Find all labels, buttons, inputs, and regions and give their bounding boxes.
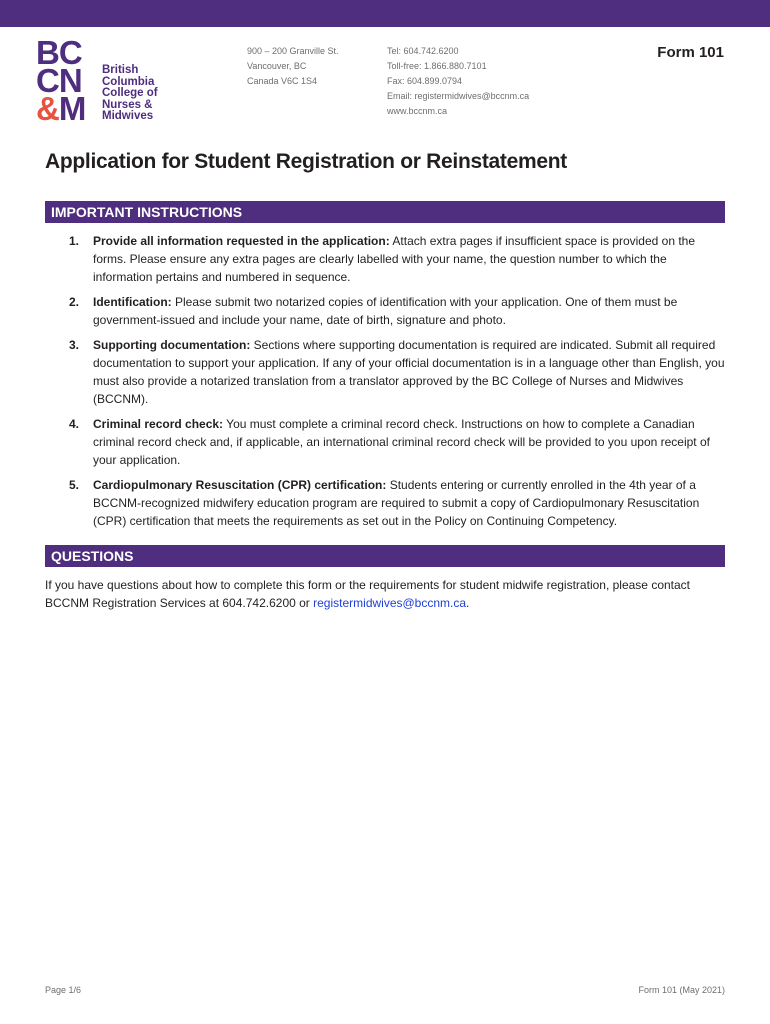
item-text: Please submit two notarized copies of identification with your application. One of them must be government-issued and include your name, date of birth, signature and photo.	[93, 295, 678, 327]
page-number: Page 1/6	[45, 985, 82, 995]
address-line: 900 – 200 Granville St.	[247, 46, 339, 56]
item-text: You must complete a criminal record check. Instructions on how to complete a Canadian criminal record check and, if applicable, an international criminal record check will be provided to you upon receipt of your application.	[93, 417, 710, 467]
questions-end: .	[466, 596, 470, 610]
logo-line: Midwives	[102, 110, 154, 122]
page-title: Application for Student Registration or Reinstatement	[45, 150, 567, 173]
logo-line: Nurses &	[102, 98, 153, 111]
logo-letters-bc: BC	[36, 34, 82, 71]
questions-heading: QUESTIONS	[45, 545, 725, 567]
logo-line: Columbia	[102, 75, 155, 88]
questions-body: If you have questions about how to complete this form or the requirements for student midwife registration, please contact BCCNM Registration Services at 604.742.6200 or	[45, 578, 691, 610]
toll-free: Toll-free: 1.866.880.7101	[387, 61, 487, 71]
list-item	[45, 415, 725, 469]
item-number: 2.	[69, 295, 80, 309]
form-number: Form 101	[657, 44, 724, 61]
list-item	[45, 232, 725, 286]
questions-text	[45, 576, 725, 612]
contact-info	[387, 44, 529, 119]
address-line: Canada V6C 1S4	[247, 76, 318, 86]
instructions-heading: IMPORTANT INSTRUCTIONS	[45, 201, 725, 223]
item-number: 4.	[69, 417, 80, 431]
item-lead: Identification:	[93, 295, 172, 309]
email[interactable]: Email: registermidwives@bccnm.ca	[387, 91, 530, 101]
item-lead: Provide all information requested in the application:	[93, 234, 390, 248]
list-item	[45, 336, 725, 408]
mailing-address	[247, 44, 339, 89]
email-link[interactable]: registermidwives@bccnm.ca	[313, 596, 467, 610]
item-number: 3.	[69, 338, 80, 352]
logo-letters-am: &M	[36, 90, 86, 127]
item-lead: Cardiopulmonary Resuscitation (CPR) certification:	[93, 478, 387, 492]
item-lead: Criminal record check:	[93, 417, 224, 431]
bccnm-logo	[36, 34, 166, 128]
logo-text	[102, 65, 158, 123]
item-text: Students entering or currently enrolled in the 4th year of a BCCNM-recognized midwifery education program are required to submit a copy of Cardiopulmonary Resuscitation (CPR) certification that meets the requirements as set out in the Policy on Continuing Competency.	[93, 478, 700, 528]
address-line: Vancouver, BC	[247, 61, 307, 71]
logo-line: British	[102, 64, 139, 76]
fax: Fax: 604.899.0794	[387, 76, 463, 86]
item-number: 1.	[69, 234, 80, 248]
list-item	[45, 476, 725, 530]
instructions-list	[45, 232, 725, 537]
logo-letters-cn: CN	[36, 62, 82, 99]
logo-line: College of	[102, 87, 158, 99]
list-item	[45, 293, 725, 329]
website-link[interactable]: www.bccnm.ca	[387, 106, 448, 116]
item-lead: Supporting documentation:	[93, 338, 251, 352]
phone: Tel: 604.742.6200	[387, 46, 459, 56]
top-banner	[0, 0, 770, 27]
form-version: Form 101 (May 2021)	[638, 985, 725, 995]
item-text: Attach extra pages if insufficient space is provided on the forms. Please ensure any extra pages are clearly labelled with your name, the question number to which the information pertains and numbered in sequence.	[93, 234, 696, 284]
item-text: Sections where supporting documentation is required are indicated. Submit all required documentation to support your application. If any of your official documentation is in a language other than English, you must also provide a notarized translation from a translator approved by the BC College of Nurses and Midwives (BCCNM).	[93, 338, 725, 406]
item-number: 5.	[69, 478, 80, 492]
